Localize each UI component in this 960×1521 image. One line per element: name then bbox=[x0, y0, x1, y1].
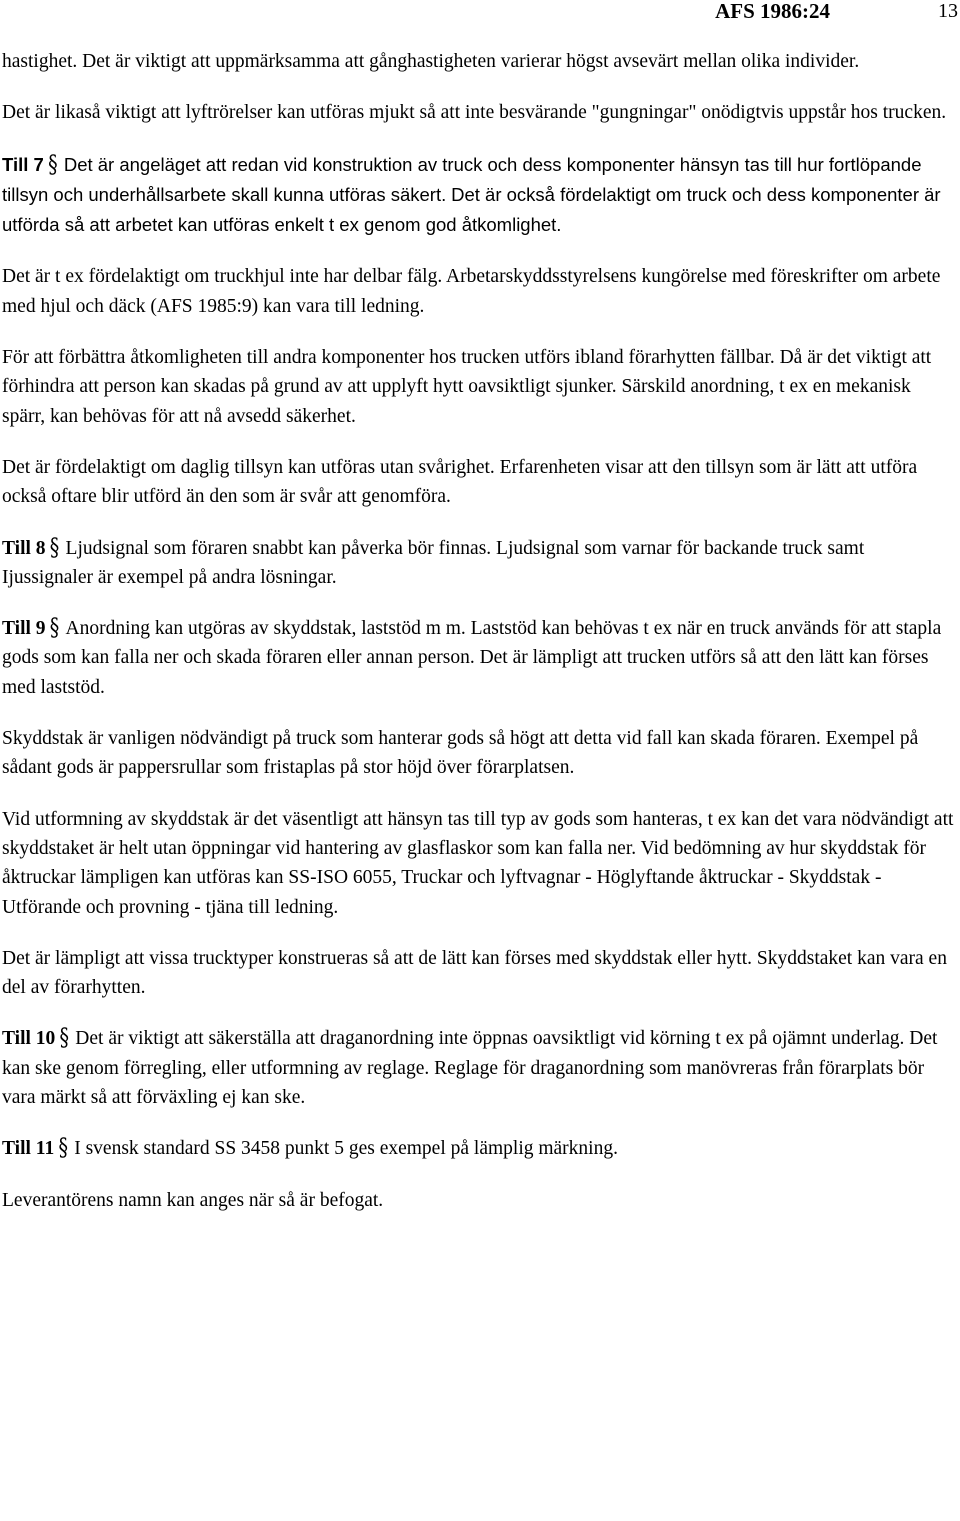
section-text: Ljudsignal som föraren snabbt kan påverka bör finnas. Ljudsignal som varnar för backande truck samt Ijussignaler är exempel på andra lösningar. bbox=[2, 537, 865, 588]
section-symbol: § bbox=[49, 533, 60, 562]
paragraph-supplier-name: Leverantörens namn kan anges när så är befogat. bbox=[2, 1189, 384, 1211]
section-till-7 bbox=[2, 150, 958, 241]
section-label: Till 7 bbox=[2, 153, 44, 175]
paragraph-protective-roof: Skyddstak är vanligen nödvändigt på truck som hanterar gods så högt att detta vid fall kan skada föraren. Exempel på sådant gods är pappersrullar som fristaplas på stor höjd över förarplatsen. bbox=[2, 728, 919, 779]
section-till-11 bbox=[2, 1134, 958, 1163]
section-label: Till 11 bbox=[2, 1138, 55, 1160]
section-text: Det är angeläget att redan vid konstruktion av truck och dess komponenter hänsyn tas till hur fortlöpande tillsyn och underhållsarbete skall kunna utföras säkert. bbox=[2, 153, 922, 205]
section-till-8 bbox=[2, 534, 958, 593]
document-body bbox=[2, 47, 958, 1215]
section-text: I svensk standard SS 3458 punkt 5 ges exempel på lämplig märkning. bbox=[74, 1138, 618, 1160]
paragraph-truck-types: Det är lämpligt att vissa trucktyper konstrueras så att de lätt kan förses med skyddstak eller hytt. Skyddstaket kan vara en del av förarhytten. bbox=[2, 947, 947, 999]
section-symbol: § bbox=[58, 1133, 68, 1163]
section-symbol: § bbox=[49, 613, 60, 643]
section-text: Det är viktigt att säkerställa att draganordning inte öppnas oavsiktligt vid körning t ex på ojämnt underlag. Det kan ske genom förregling, eller utformning av reglage. Reglage för draganordning som manövreras från förarplats bör vara märkt så att förväxling ej kan ske. bbox=[2, 1028, 938, 1109]
section-text-continued: Det är också fördelaktigt om truck och dess komponenter är utförda så att arbetet kan utföras enkelt t ex genom god åtkomlighet. bbox=[2, 183, 941, 236]
paragraph-lift-movements: Det är likaså viktigt att lyftrörelser kan utföras mjukt så att inte besvärande "gungningar" onödigtvis uppstår hos trucken. bbox=[2, 102, 947, 124]
page-number: 13 bbox=[938, 0, 958, 22]
paragraph-cab: För att förbättra åtkomligheten till andra komponenter hos trucken utförs ibland förarhytten fällbar. Då är det viktigt att förhindra att person kan skadas på grund av att upplyft hytt oavsiktligt sjunker. Särskild anordning, t ex en mekanisk spärr, kan behövas för att nå avsedd säkerhet. bbox=[2, 347, 932, 427]
section-symbol: § bbox=[48, 150, 58, 179]
paragraph-roof-design: Vid utformning av skyddstak är det väsentligt att hänsyn tas till typ av gods som hanteras, t ex kan det vara nödvändigt att skyddstaket är helt utan öppningar vid hantering av glasflaskor som kan falla ner. Vid bedömning av hur skyddstak för åktruckar lämpligen kan utföras kan SS-ISO 6055, Truckar och lyftvagnar - Höglyftande åktruckar - Skyddstak - Utförande och provning - tjäna till ledning. bbox=[2, 808, 954, 918]
paragraph-intro: hastighet. Det är viktigt att uppmärksamma att gånghastigheten varierar högst avsevärt mellan olika individer. bbox=[2, 51, 860, 72]
paragraph-daily-inspection: Det är fördelaktigt om daglig tillsyn kan utföras utan svårighet. Erfarenheten visar att den tillsyn som är lätt att utföra också oftare blir utförd än den som är svår att genomföra. bbox=[2, 456, 918, 508]
section-label: Till 10 bbox=[2, 1028, 56, 1050]
page-header bbox=[0, 0, 960, 28]
document-reference: AFS 1986:24 bbox=[715, 0, 830, 23]
section-label: Till 8 bbox=[2, 537, 46, 559]
paragraph-wheels: Det är t ex fördelaktigt om truckhjul inte har delbar fälg. Arbetarskyddsstyrelsens kungörelse med föreskrifter om arbete med hjul och däck (AFS 1985:9) kan vara till ledning. bbox=[2, 266, 941, 317]
section-label: Till 9 bbox=[2, 618, 46, 640]
section-till-9 bbox=[2, 614, 958, 702]
section-till-10 bbox=[2, 1024, 958, 1112]
section-symbol: § bbox=[59, 1023, 70, 1053]
section-text: Anordning kan utgöras av skyddstak, laststöd m m. Laststöd kan behövas t ex när en truck används för att stapla gods som kan falla ner och skada föraren eller annan person. Det är lämpligt att trucken utförs så att den lätt kan förses med laststöd. bbox=[2, 618, 942, 698]
